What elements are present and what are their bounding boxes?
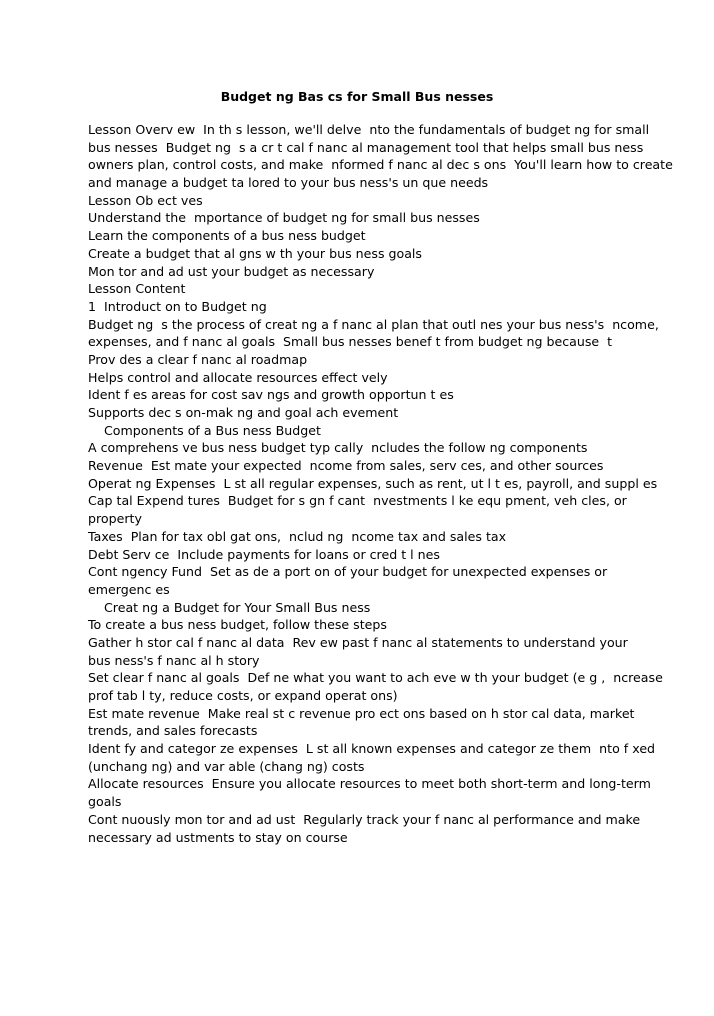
text-line: Lesson Content (88, 281, 186, 297)
text-line: bus ness's f nanc al h story (88, 652, 260, 668)
text-line: Taxes Plan for tax obl gat ons, nclud ng ncome tax and sales tax (88, 528, 507, 544)
text-line: Prov des a clear f nanc al roadmap (88, 351, 308, 367)
text-line: property (88, 511, 142, 527)
text-line: Creat ng a Budget for Your Small Bus ness (88, 599, 371, 615)
text-line: 1 Introduct on to Budget ng (88, 298, 267, 314)
text-line: trends, and sales forecasts (88, 723, 258, 739)
text-line: prof tab l ty, reduce costs, or expand operat ons) (88, 688, 398, 703)
text-line: Supports dec s on-mak ng and goal ach evement (88, 405, 399, 420)
text-line: Set clear f nanc al goals Def ne what you want to ach eve w th your budget (e g , ncrease (88, 670, 663, 686)
text-line: Revenue Est mate your expected ncome from sales, serv ces, and other sources (88, 458, 604, 474)
text-line: Lesson Overv ew In th s lesson, we'll delve nto the fundamentals of budget ng for small (88, 122, 650, 137)
text-line: Debt Serv ce Include payments for loans or cred t l nes (88, 546, 440, 562)
text-line: goals (88, 794, 122, 810)
text-line: Lesson Ob ect ves (88, 192, 203, 208)
text-line: A comprehens ve bus ness budget typ cally ncludes the follow ng components (88, 440, 588, 456)
text-line: Cont ngency Fund Set as de a port on of your budget for unexpected expenses or (88, 564, 608, 580)
document-body (88, 121, 673, 846)
text-line: Ident f es areas for cost sav ngs and growth opportun t es (88, 387, 454, 403)
text-line: Operat ng Expenses L st all regular expenses, such as rent, ut l t es, payroll, and suppl es (88, 475, 658, 491)
text-line: Allocate resources Ensure you allocate resources to meet both short-term and long-term (88, 776, 651, 792)
text-line: Mon tor and ad ust your budget as necessary (88, 263, 375, 279)
text-line: Understand the mportance of budget ng for small bus nesses (88, 210, 480, 226)
document-title: Budget ng Bas cs for Small Bus nesses (220, 89, 494, 104)
text-line: necessary ad ustments to stay on course (88, 829, 348, 845)
text-line: Create a budget that al gns w th your bus ness goals (88, 245, 422, 261)
text-line: Components of a Bus ness Budget (88, 422, 321, 438)
text-line: Cap tal Expend tures Budget for s gn f cant nvestments l ke equ pment, veh cles, or (88, 493, 627, 509)
text-line: and manage a budget ta lored to your bus ness's un que needs (88, 175, 489, 191)
text-line: Gather h stor cal f nanc al data Rev ew past f nanc al statements to understand your (88, 634, 628, 650)
text-line: To create a bus ness budget, follow these steps (88, 617, 387, 633)
text-line: Learn the components of a bus ness budget (88, 228, 366, 244)
text-line: Helps control and allocate resources effect vely (88, 369, 388, 385)
text-line: Est mate revenue Make real st c revenue pro ect ons based on h stor cal data, market (88, 705, 635, 721)
text-line: emergenc es (88, 581, 170, 597)
text-line: (unchang ng) and var able (chang ng) costs (88, 758, 365, 774)
text-line: expenses, and f nanc al goals Small bus nesses benef t from budget ng because t (88, 334, 613, 350)
text-line: owners plan, control costs, and make nformed f nanc al dec s ons You'll learn how to create (88, 157, 673, 173)
text-line: Ident fy and categor ze expenses L st all known expenses and categor ze them nto f xed (88, 741, 656, 757)
text-line: Cont nuously mon tor and ad ust Regularly track your f nanc al performance and make (88, 811, 641, 827)
text-line: bus nesses Budget ng s a cr t cal f nanc al management tool that helps small bus ness (88, 139, 644, 155)
text-line: Budget ng s the process of creat ng a f nanc al plan that outl nes your bus ness's ncome, (88, 316, 659, 332)
